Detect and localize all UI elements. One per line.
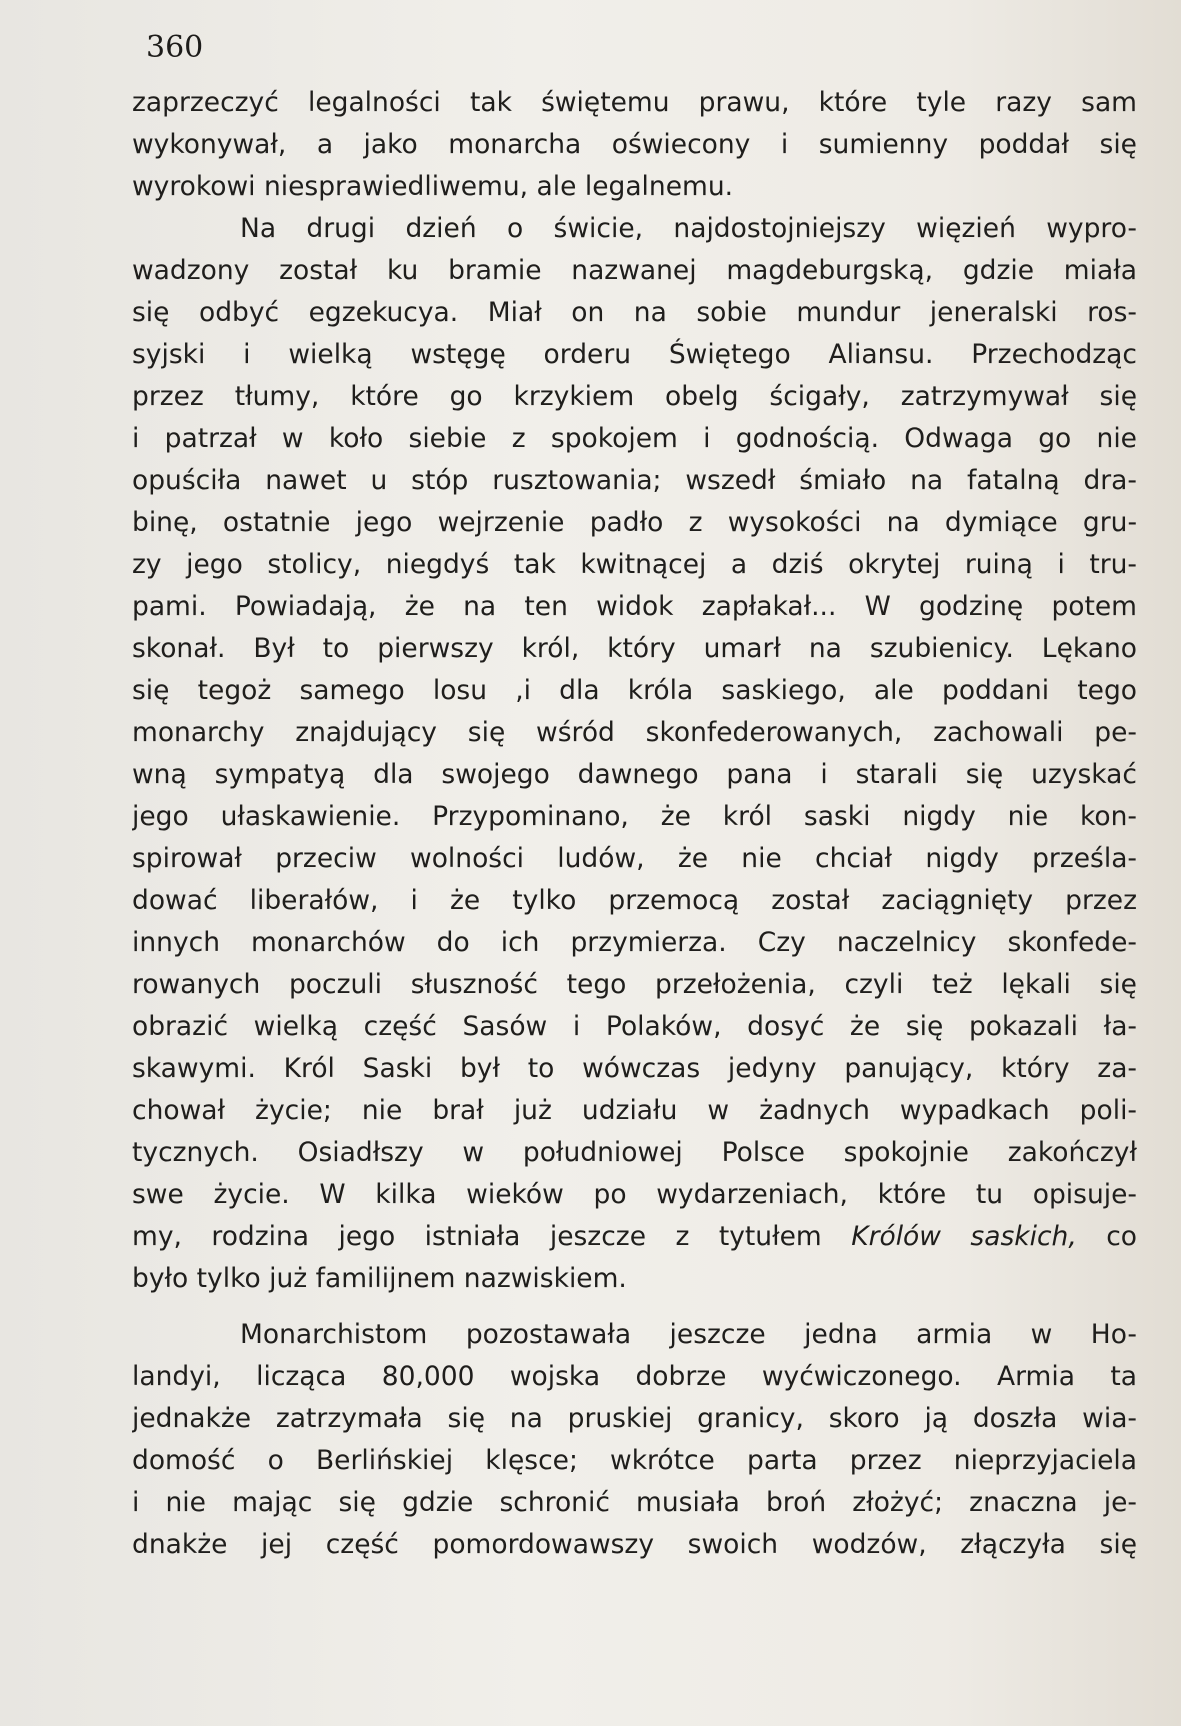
text-line: wykonywał, a jako monarcha oświecony i sumienny poddał się	[132, 129, 1137, 160]
text-line: landyi, licząca 80,000 wojska dobrze wyćwiczonego. Armia ta	[132, 1361, 1137, 1392]
page-number: 360	[146, 30, 204, 65]
text-line: przez tłumy, które go krzykiem obelg ścigały, zatrzymywał się	[132, 381, 1137, 412]
text-line: monarchy znajdujący się wśród skonfederowanych, zachowali pe-	[132, 717, 1137, 748]
text-line: się odbyć egzekucya. Miał on na sobie mundur jeneralski ros-	[132, 297, 1137, 328]
text-line: wną sympatyą dla swojego dawnego pana i starali się uzyskać	[132, 759, 1137, 790]
text-line: jednakże zatrzymała się na pruskiej granicy, skoro ją doszła wia-	[132, 1403, 1137, 1434]
line-text-after: co	[1076, 1221, 1137, 1252]
text-line: swe życie. W kilka wieków po wydarzeniach, które tu opisuje-	[132, 1179, 1137, 1210]
text-line: skonał. Był to pierwszy król, który umarł na szubienicy. Lękano	[132, 633, 1137, 664]
text-line: zy jego stolicy, niegdyś tak kwitnącej a dziś okrytej ruiną i tru-	[132, 549, 1137, 580]
text-line: było tylko już familijnem nazwiskiem.	[132, 1263, 627, 1294]
text-line: się tegoż samego losu ,i dla króla saskiego, ale poddani tego	[132, 675, 1137, 706]
text-line: domość o Berlińskiej klęsce; wkrótce parta przez nieprzyjaciela	[132, 1445, 1137, 1476]
text-line: spirował przeciw wolności ludów, że nie chciał nigdy prześla-	[132, 843, 1137, 874]
text-line: obrazić wielką część Sasów i Polaków, dosyć że się pokazali ła-	[132, 1011, 1137, 1042]
text-line: skawymi. Król Saski był to wówczas jedyny panujący, który za-	[132, 1053, 1137, 1084]
text-line: wadzony został ku bramie nazwanej magdeburgską, gdzie miała	[132, 255, 1137, 286]
line-text-before: my, rodzina jego istniała jeszcze z tytułem	[132, 1221, 852, 1252]
text-line: zaprzeczyć legalności tak świętemu prawu, które tyle razy sam	[132, 87, 1137, 118]
text-line: innych monarchów do ich przymierza. Czy naczelnicy skonfede-	[132, 927, 1137, 958]
text-line: i nie mając się gdzie schronić musiała broń złożyć; znaczna je-	[132, 1487, 1137, 1518]
text-line: tycznych. Osiadłszy w południowej Polsce spokojnie zakończył	[132, 1137, 1137, 1168]
paragraph-start-line: Na drugi dzień o świcie, najdostojniejszy więzień wypro-	[240, 213, 1137, 244]
paragraph-start-line: Monarchistom pozostawała jeszcze jedna armia w Ho-	[240, 1319, 1137, 1350]
text-line: jego ułaskawienie. Przypominano, że król saski nigdy nie kon-	[132, 801, 1137, 832]
text-line-with-italic	[132, 1216, 1137, 1258]
text-line: rowanych poczuli słuszność tego przełożenia, czyli też lękali się	[132, 969, 1137, 1000]
text-line: wyrokowi niesprawiedliwemu, ale legalnemu.	[132, 171, 734, 202]
text-line: chował życie; nie brał już udziału w żadnych wypadkach poli-	[132, 1095, 1137, 1126]
text-line: syjski i wielką wstęgę orderu Świętego Aliansu. Przechodząc	[132, 339, 1137, 370]
text-line: binę, ostatnie jego wejrzenie padło z wysokości na dymiące gru-	[132, 507, 1137, 538]
text-line: i patrzał w koło siebie z spokojem i godnością. Odwaga go nie	[132, 423, 1137, 454]
text-line: opuściła nawet u stóp rusztowania; wszedł śmiało na fatalną dra-	[132, 465, 1137, 496]
text-line: dnakże jej część pomordowawszy swoich wodzów, złączyła się	[132, 1529, 1137, 1560]
italic-title: Królów saskich,	[851, 1221, 1077, 1252]
body-text	[132, 82, 1137, 1566]
text-line: pami. Powiadają, że na ten widok zapłakał... W godzinę potem	[132, 591, 1137, 622]
text-line: dować liberałów, i że tylko przemocą został zaciągnięty przez	[132, 885, 1137, 916]
